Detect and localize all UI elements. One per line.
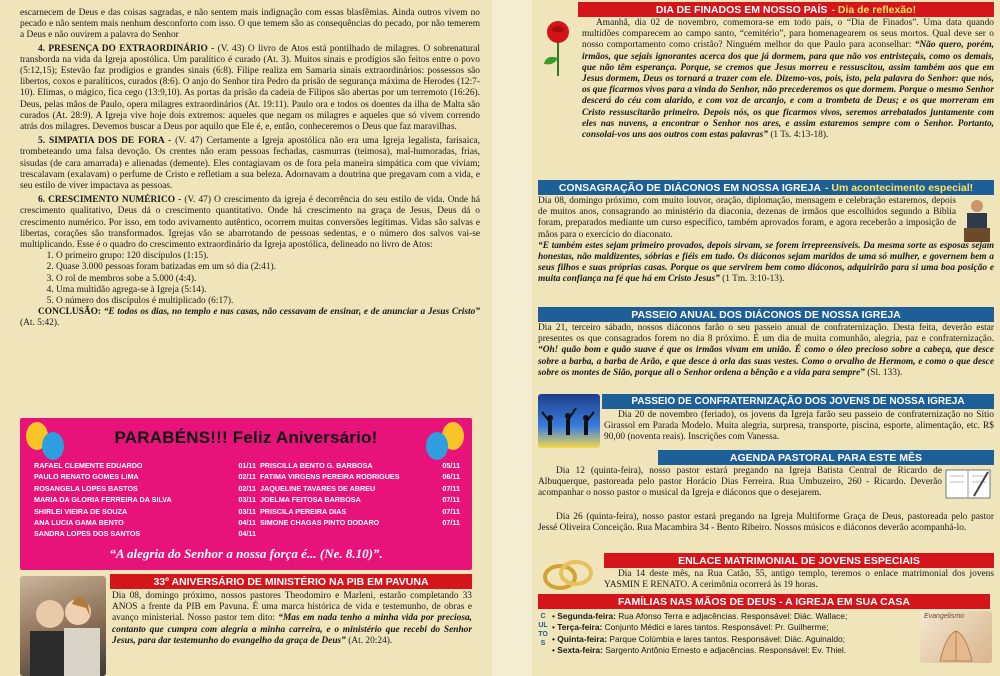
- birthday-row: PRISCILLA BENTO G. BARBOSA 05/11: [260, 461, 460, 470]
- agenda-p1: Dia 12 (quinta-feira), nosso pastor estará pregando na Igreja Batista Central de Ricardo de Albuquerque, pastoreada pelo pastor Horácio Dias Ferreira. Rua Umbuzeiro, 260 - Ricardo. Deverão acompanhar o nosso pastor o musical da Igreja e diáconos que o desejarem.: [538, 466, 942, 499]
- birthday-row: ROSANGELA LOPES BASTOS 02/11: [34, 483, 256, 493]
- evangelismo-photo: [920, 611, 992, 663]
- list-item: 3. O rol de membros sobe a 5.000 (4:4).: [56, 274, 480, 285]
- diaconos-title: CONSAGRAÇÃO DE DIÁCONOS EM NOSSA IGREJA: [558, 181, 821, 194]
- passeio-ref: (Sl. 133).: [867, 367, 903, 378]
- culto-day: Segunda-feira:: [557, 611, 616, 621]
- list-item: 5. O número dos discípulos é multiplicado (6:17).: [56, 296, 480, 307]
- growth-list: [20, 251, 480, 307]
- birthday-row: PAULO RENATO GOMES LIMA 02/11: [34, 472, 256, 482]
- section-4-body: (V. 43) O livro de Atos está pontilhado de milagres. O sobrenatural transborda na vida da Igreja apostólica. Um paralítico é curado (At. 3). Muitos sinais e prodígios são feitos entre o povo (5:12,15); Estevão faz prodígios e grandes sinais (6:8). Filipe realiza em Samaria sinais extraordinários: possessos são libertos, coxos e paralíticos, curados (8:6). O anjo do Senhor tira Pedro da prisão de segurança máxima de Herodes (12:7-10). Elimas, o mágico, fica cego (13:9,10). As portas da prisão da cadeia de Filipos são abertas por um terremoto (16:26). Deus, pelas mãos de Paulo, opera milagres extraordinários (At. 19:11). Paulo ora e todos os doentes da ilha de Malta são curados (At. 28:9). A Igreja vive hoje dois extremos: aqueles que negam os milagres e aqueles que só vivem correndo atrás dos milagres. Devemos buscar a Deus por aquilo que Ele é, e, então, conheceremos o Deus que faz maravilhas.: [20, 43, 481, 133]
- passeio-title: PASSEIO ANUAL DOS DIÁCONOS DE NOSSA IGREJA: [631, 308, 901, 321]
- finados-header: [578, 2, 994, 17]
- finados-text: [582, 18, 994, 141]
- birthday-row: ANA LUCIA GAMA BENTO 04/11: [34, 518, 256, 528]
- birthday-row: SANDRA LOPES DOS SANTOS 04/11: [34, 529, 256, 539]
- enlace-title: ENLACE MATRIMONIAL DE JOVENS ESPECIAIS: [678, 554, 920, 567]
- jovens-body: Dia 20 de novembro (feriado), os jovens da Igreja farão seu passeio de confraternização no Sítio Girassol em Parada Modelo. Muita alegria, surpresa, transporte, piscina, esporte, alimentação, etc. R$ 90,00 (noventa reais). Inscrições com Vanessa.: [604, 410, 994, 443]
- conclusion-ref: (At. 5:42).: [20, 318, 60, 329]
- culto-text: Sargento Antônio Ernesto e adjacências. Responsável: Ev. Thiel.: [605, 645, 847, 656]
- birthday-motto: “A alegria do Senhor a nossa força é... (Ne. 8.10)”.: [109, 546, 383, 561]
- birthday-box: [20, 418, 472, 570]
- jovens-section: [538, 394, 994, 449]
- list-item: 4. Uma multidão agrega-se à Igreja (5:14).: [56, 285, 480, 296]
- birthday-row: FATIMA VIRGENS PEREIRA RODRIGUES 06/11: [260, 472, 460, 482]
- birthday-row: MARIA DA GLORIA FERREIRA DA SILVA 03/11: [34, 495, 256, 505]
- agenda-section: [538, 450, 994, 555]
- diaconos-text: [538, 196, 994, 286]
- diaconos-header: [538, 180, 994, 195]
- diaconos-section: [538, 180, 994, 305]
- agenda-book-icon: [944, 466, 992, 500]
- section-4-heading: 4. PRESENÇA DO EXTRAORDINÁRIO -: [38, 43, 215, 54]
- diaconos-quote: “E também estes sejam primeiro provados, depois sirvam, se forem irrepreensíveis. Da mesma sorte as esposas sejam honestas, não maldizentes, sóbrias e fiéis em tudo. Os diáconos sejam maridos de uma só mulher, e governem bem a seus filhos e suas próprias casas. Porque os que servirem bem como diáconos, adquirirão para si uma boa posição e muita confiança na fé que há em Cristo Jesus”: [538, 240, 994, 285]
- familias-title: FAMÍLIAS NAS MÃOS DE DEUS - A IGREJA EM SUA CASA: [618, 595, 910, 608]
- culto-day: Quinta-feira:: [557, 633, 608, 644]
- cultos-side-label: CULTOS: [538, 613, 548, 647]
- right-column: [532, 0, 1000, 676]
- passeio-body: Dia 21, terceiro sábado, nossos diáconos farão o seu passeio anual de confraternização. Desta feita, deverão estar presentes os que consagrados forem no dia 8 próximo. É um dia de muita comunhão, alegria, paz e confraternização.: [538, 323, 994, 345]
- list-item: 1. O primeiro grupo: 120 discípulos (1:15).: [56, 251, 480, 262]
- agenda-p2: Dia 26 (quinta-feira), nosso pastor estará pregando na Igreja Multiforme Graça de Deus, pastoreada pelo pastor Jessé Oliveira Conceição. Rua Macambira 34 - Bento Ribeiro. Nossos músicos e diáconos deverão acompanhá-lo.: [538, 512, 994, 534]
- rose-icon: [538, 18, 578, 78]
- list-item: 2. Quase 3.000 pessoas foram batizadas em um só dia (2:41).: [56, 262, 480, 273]
- section-5-heading: 5. SIMPATIA DOS DE FORA -: [38, 136, 172, 147]
- passeio-quote: “Oh! quão bom e quão suave é que os irmãos vivam em união. É como o óleo precioso sobre a cabeça, que desce sobre a barba, a barba de Arão, e que desce à orla das suas vestes. Como o orvalho de Hermom, e como o que desce sobre os montes de Sião, porque ali o Senhor ordena a bênção e a vida para sempre”: [538, 345, 994, 378]
- finados-ref: (1 Ts. 4:13-18).: [770, 130, 829, 141]
- birthday-title: PARABÉNS!!! Feliz Aniversário!: [114, 428, 378, 447]
- culto-row: • Terça-feira: Conjunto Médici e lares tantos. Responsável: Pr. Guilherme;: [552, 622, 829, 633]
- passeio-section: [538, 307, 994, 395]
- culto-row: • Segunda-feira: Rua Afonso Terra e adjacências. Responsável: Diác. Wallace;: [552, 611, 848, 621]
- pastors-photo: [20, 576, 106, 676]
- culto-text: Parque Colúmbia e lares tantos. Responsável: Diác. Aguinaldo;: [609, 633, 845, 644]
- familias-section: [538, 594, 994, 676]
- jovens-title: PASSEIO DE CONFRATERNIZAÇÃO DOS JOVENS DE NOSSA IGREJA: [631, 396, 965, 407]
- section-6: [20, 195, 480, 251]
- anniversary-section: [20, 574, 472, 676]
- anniversary-text: [112, 591, 472, 647]
- intro-paragraph: escarnecem de Deus e das coisas sagradas, e não sentem mais indignação com essas blasfêmias. Ainda outros vivem no pecado e não sentem mais nenhum desconforto com isso. O que temem são as consequências do pecado, por não temerem a Deus e não ouvirem a palavra do Senhor: [20, 8, 480, 41]
- enlace-body: Dia 14 deste mês, na Rua Catão, 55, antigo templo, teremos o enlace matrimonial dos jovens YASMIN E RENATO. A cerimônia ocorrerá às 19 horas.: [604, 569, 994, 591]
- birthday-row: PRISCILA PEREIRA DIAS 07/11: [260, 506, 460, 516]
- passeio-text: [538, 323, 994, 379]
- page-gutter: [492, 0, 532, 676]
- diaconos-subtitle: - Um acontecimento especial!: [824, 181, 974, 194]
- finados-body: Amanhã, dia 02 de novembro, comemora-se em todo país, o “Dia de Finados”. Uma data quando multidões comparecem ao campo santo, “cemitério”, para homenagearem os seus mortos. Qual deve ser o nosso comportamento como cristão? Ninguém melhor do que Paulo para aconselhar:: [582, 18, 994, 51]
- finados-title: DIA DE FINADOS EM NOSSO PAÍS: [655, 3, 828, 16]
- culto-text: Conjunto Médici e lares tantos. Responsável: Pr. Guilherme;: [604, 622, 829, 633]
- enlace-header: [604, 553, 994, 568]
- birthday-row: SHIRLEI VIEIRA DE SOUZA 03/11: [34, 506, 256, 516]
- culto-row: • Sexta-feira: Sargento Antônio Ernesto e adjacências. Responsável: Ev. Thiel.: [552, 645, 847, 656]
- finados-section: [538, 2, 994, 174]
- culto-day: Terça-feira:: [557, 622, 603, 633]
- conclusion-heading: CONCLUSÃO:: [38, 307, 102, 318]
- anniversary-ref: (At. 20:24).: [348, 635, 393, 646]
- cultos-list: [552, 611, 914, 657]
- section-5: [20, 136, 480, 192]
- section-5-body: (V. 47) Certamente a Igreja apostólica não era uma Igreja legalista, farisaica, trombeteando uma falsa devoção. Os crentes não eram pessoas fechadas, casmurras (teimosa), mal-humoradas, frias, sisudas (de cara amarrada) e alienadas (demente). Eles contagiavam os de fora pela maneira simpática com que viviam; trescalavam (exalavam) o perfume de Cristo e refletiam a sua beleza. Adornavam a doutrina que pregavam com a vida, e seu estilo de viver impactava as pessoas.: [20, 136, 480, 192]
- culto-row: • Quinta-feira: Parque Colúmbia e lares tantos. Responsável: Diác. Aguinaldo;: [552, 633, 845, 644]
- familias-header: [538, 594, 990, 609]
- passeio-header: [538, 307, 994, 322]
- birthday-row: SIMONE CHAGAS PINTO DODARO 07/11: [260, 518, 460, 528]
- culto-day: Sexta-feira:: [557, 645, 603, 656]
- birthday-row: JAQUELINE TAVARES DE ABREU 07/11: [260, 483, 460, 493]
- diaconos-body: Dia 08, domingo próximo, com muito louvor, oração, diplomação, mensagem e celebração estaremos, depois de muitos anos, consagrando ao ministério da diaconia, dezenas de irmãos que escolhidos segundo a Bíblia foram, preparados mediante um curso específico, também aprovados foram, e agora receberão a imposição de mãos para o exercício do diaconato.: [538, 196, 956, 240]
- agenda-title: AGENDA PASTORAL PARA ESTE MÊS: [729, 451, 923, 464]
- birthday-list-right: [260, 460, 460, 528]
- finados-quote: “Não quero, porém, irmãos, que sejais ignorantes acerca dos que já dormem, para que não vos entristeçais, como os demais, que não têm esperança. Porque, se cremos que Jesus morreu e ressuscitou, assim também aos que em Jesus dormem, Deus os tornará a trazer com ele. Dizemo-vos, pois, isto, pela palavra do Senhor: que nós, os que ficarmos vivos para a vinda do Senhor, não precederemos os que dormem. Porque o mesmo Senhor descerá do céu com alarido, e com voz de arcanjo, e com a trombeta de Deus; e os que morreram em Cristo ressuscitarão primeiro. Depois nós, os que ficarmos vivos, seremos arrebatados juntamente com eles nas nuvens, a encontrar o Senhor nos ares, e assim estaremos sempre com o Senhor. Portanto, consolai-vos uns aos outros com estas palavras”: [582, 40, 994, 141]
- conclusion-quote: “E todos os dias, no templo e nas casas, não cessavam de ensinar, e de anunciar a Jesus Cristo”: [103, 307, 480, 318]
- birthday-row: JOELMA FEITOSA BARBOSA 07/11: [260, 495, 460, 505]
- section-6-heading: 6. CRESCIMENTO NUMÉRICO -: [38, 195, 182, 206]
- diaconos-ref: (1 Tm. 3:10-13).: [722, 274, 785, 285]
- anniversary-body: Dia 08, domingo próximo, nossos pastores Theodomiro e Marleni, estarão completando 33 ANOS a frente da PIB em Pavuna. É uma marca histórica de vida e testemunho, de obras e avanço ministerial. Nosso pastor tem dito:: [112, 591, 472, 624]
- youth-silhouettes-icon: [538, 394, 600, 448]
- section-4: [20, 44, 480, 134]
- anniversary-header: [110, 574, 472, 589]
- anniversary-quote: “Mas em nada tenho a minha vida por preciosa, contanto que cumpra com alegria a minha carreira, e o ministério que recebi do Senhor Jesus, para dar testemunho do evangelho da graça de Deus”: [112, 613, 472, 646]
- wedding-rings-icon: [538, 555, 600, 593]
- jovens-header: [602, 394, 994, 409]
- evangelismo-caption: Evangelismo: [924, 613, 965, 620]
- pastors-photo-icon: [20, 576, 106, 676]
- finados-subtitle: - Dia de reflexão!: [831, 3, 917, 16]
- birthday-row: RAFAEL CLEMENTE EDUARDO 01/11: [34, 461, 256, 470]
- culto-text: Rua Afonso Terra e adjacências. Responsável: Diác. Wallace;: [618, 611, 848, 621]
- section-6-body: (V. 47) O crescimento da igreja é decorrência do seu estilo de vida. Onde há crescimento qualitativo, Deus dá o crescimento quantitativo. Onde há crescimento na graça de Jesus, Deus dá o crescimento numérico. Por isso, em todo avivamento autêntico, ocorrem muitas conversões legítimas. Vidas são salvas e libertas, corações são transformados. Igrejas vão se abarrotando de pessoas sedentas, e o número dos salvos vai-se multiplicando. Esse é o quadro do crescimento extraordinário da Igreja apostólica, delineado no livro de Atos:: [20, 195, 481, 251]
- enlace-section: [538, 553, 994, 593]
- youth-photo: [538, 394, 600, 448]
- birthday-list-left: [34, 460, 256, 540]
- conclusion: [20, 307, 480, 329]
- agenda-header: [658, 450, 994, 465]
- anniversary-title: 33º ANIVERSÁRIO DE MINISTÉRIO NA PIB EM PAVUNA: [153, 575, 429, 588]
